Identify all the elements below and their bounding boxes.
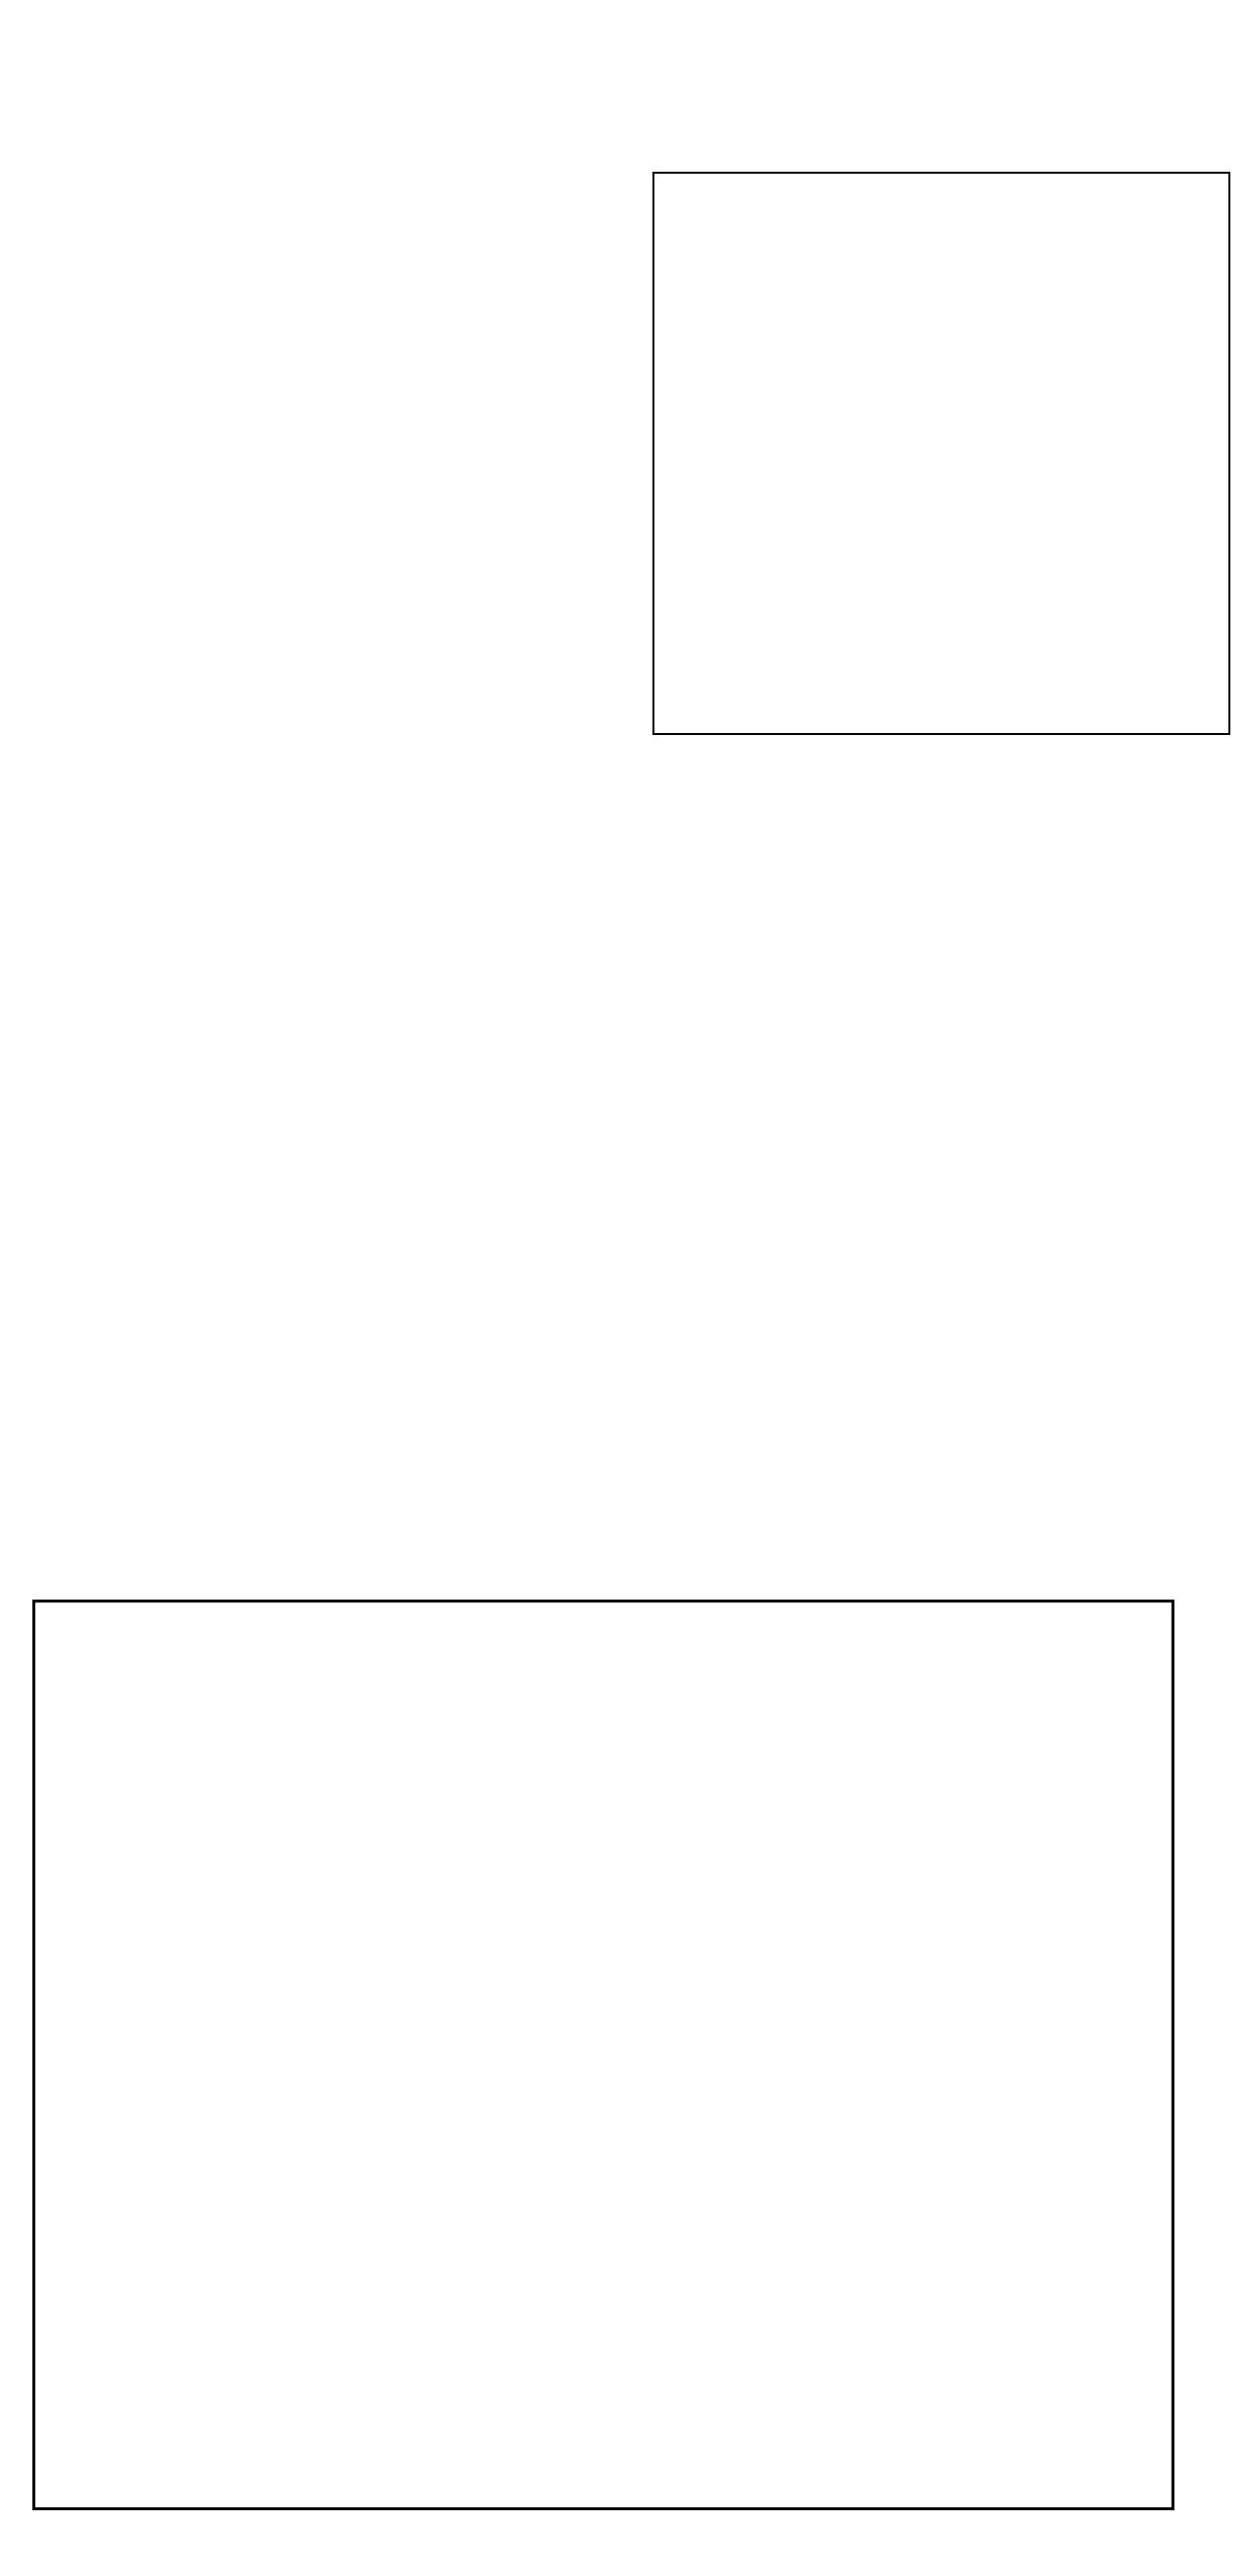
previous-answer-grid: [652, 172, 1230, 735]
across-clues-column-2: [334, 110, 628, 135]
crossword-grid: [32, 1600, 1174, 2510]
